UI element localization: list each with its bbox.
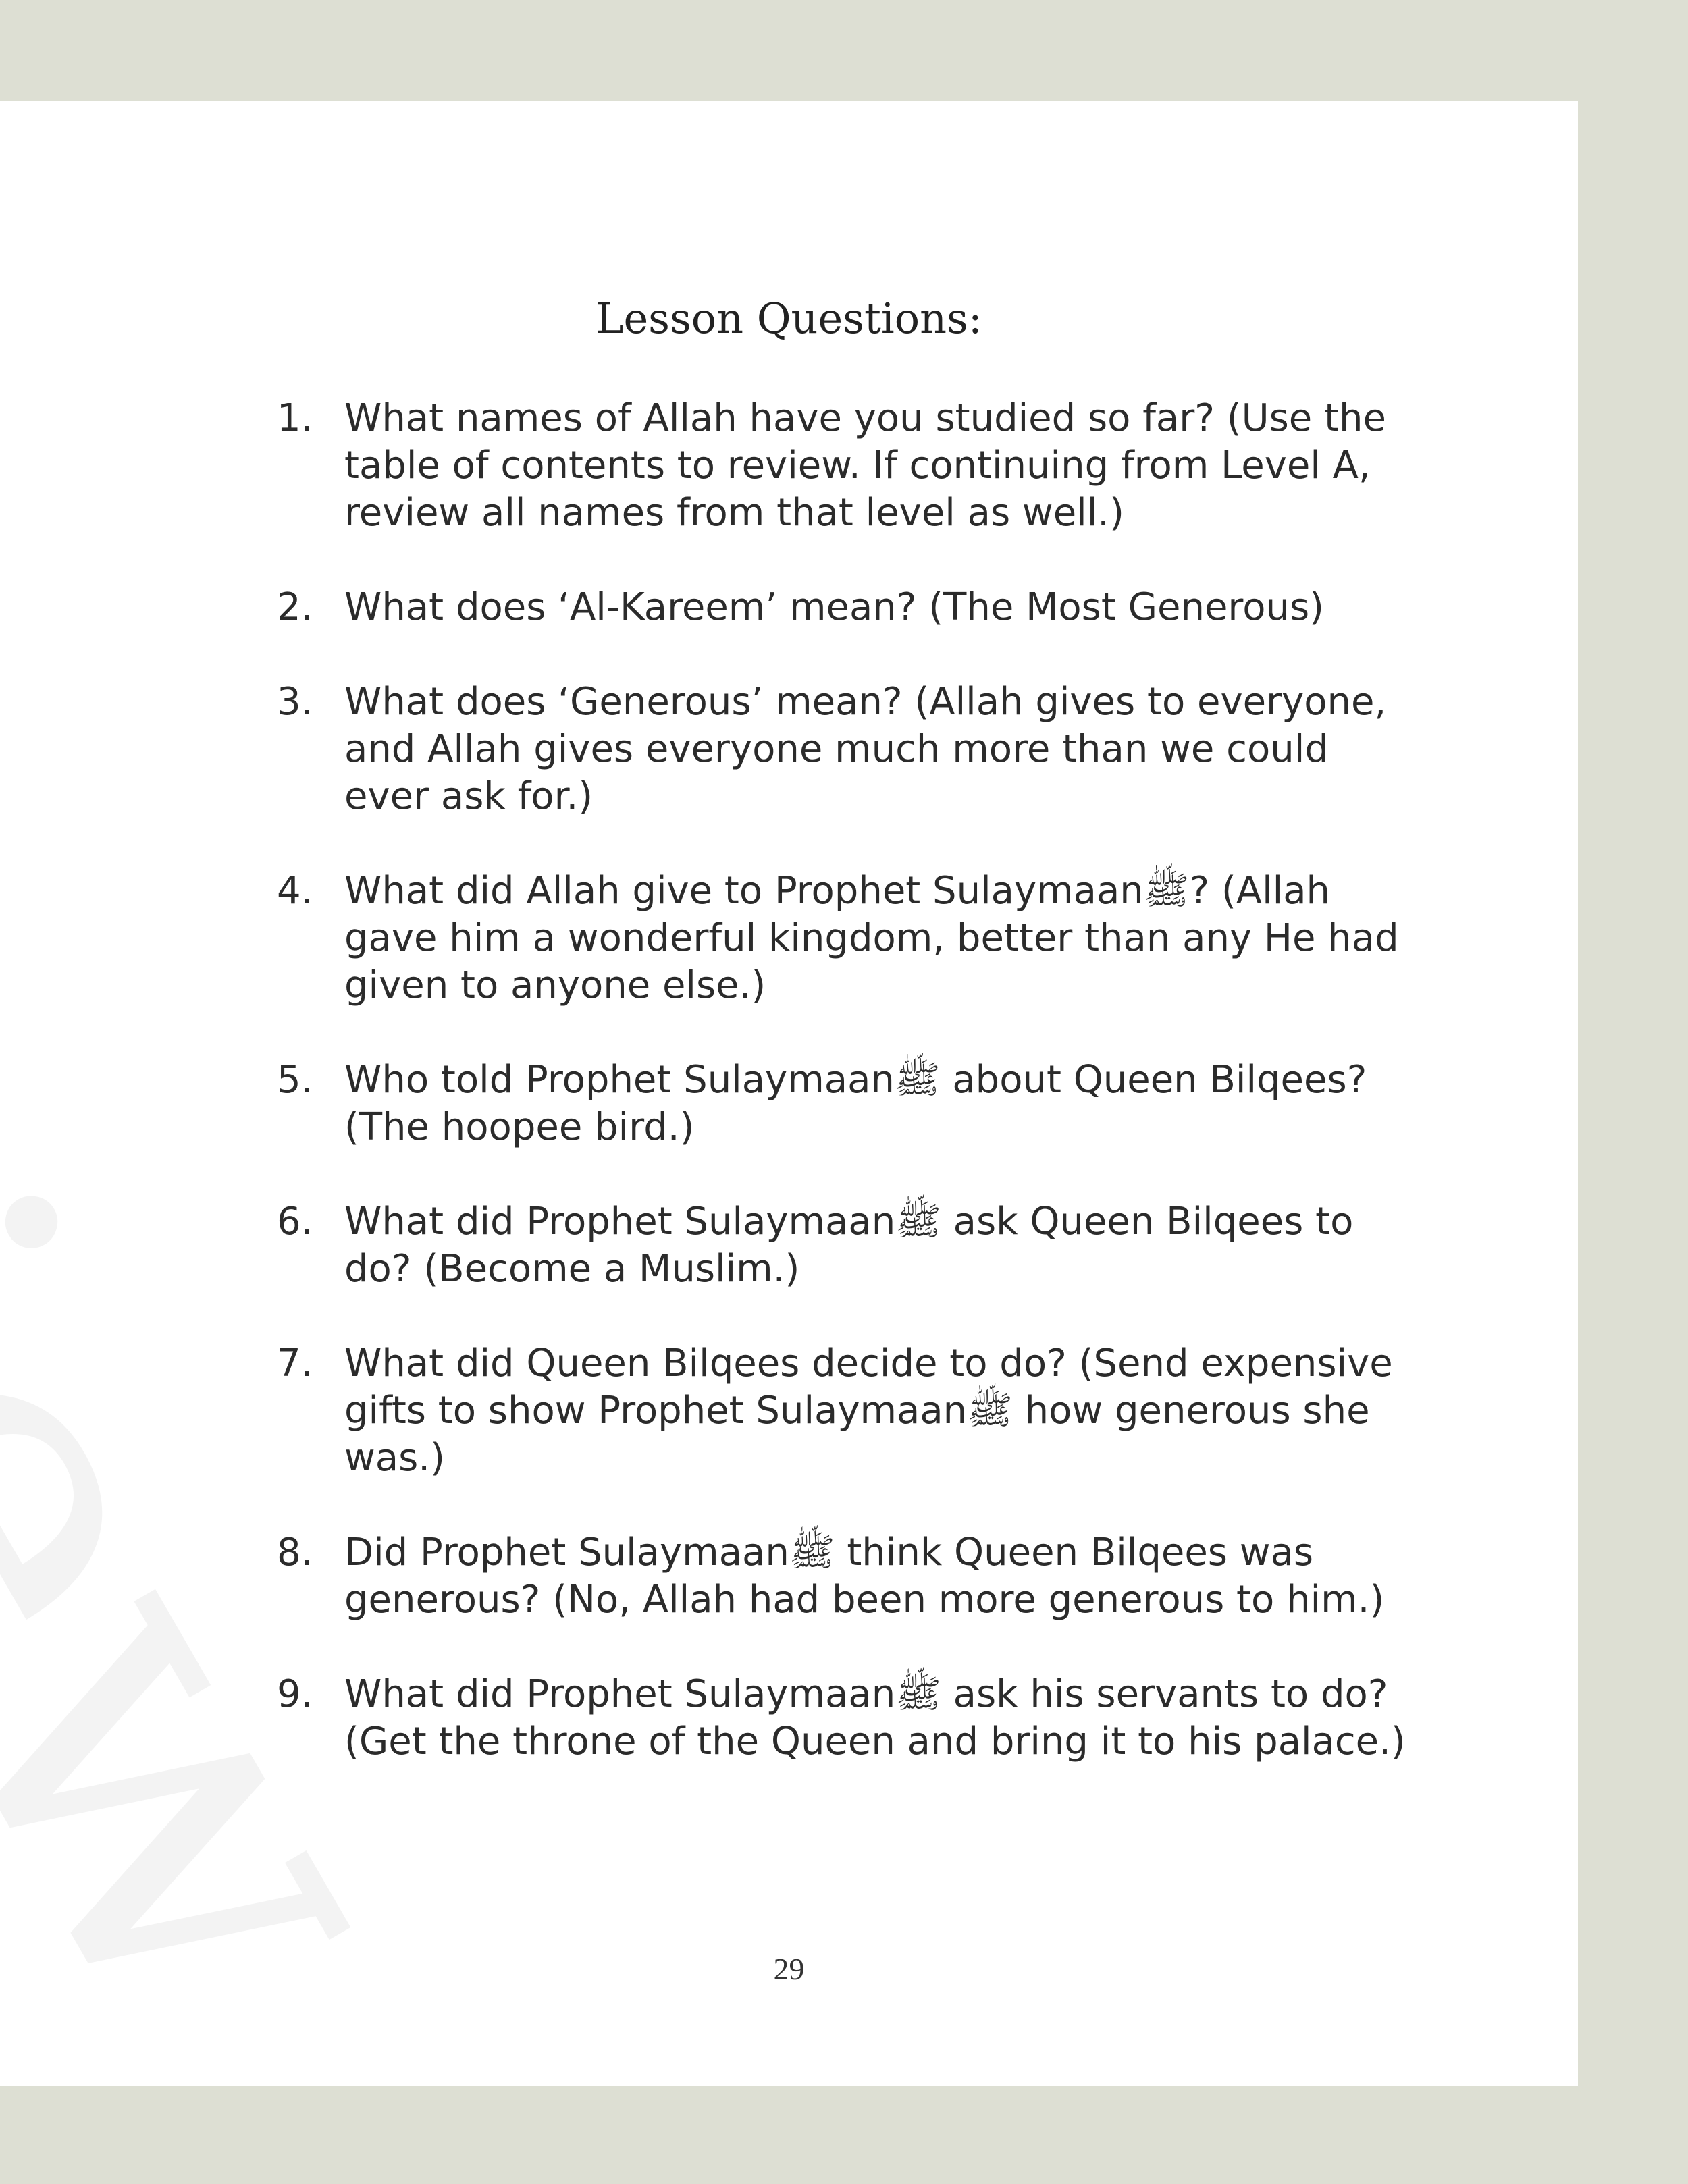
question-number: 5. — [277, 1058, 313, 1102]
question-item — [277, 1671, 1425, 1765]
question-item — [277, 1198, 1425, 1293]
question-list — [277, 395, 1425, 1813]
question-number: 9. — [277, 1672, 313, 1716]
question-text: What names of Allah have you studied so far? (Use the table of contents to review. If continuing from Level A, review all names from that level as well.) — [344, 396, 1386, 535]
document-page — [0, 101, 1578, 2086]
question-text: Did Prophet Sulaymaanﷺ think Queen Bilqees was generous? (No, Allah had been more generous to him.) — [344, 1530, 1385, 1622]
question-text: What does ‘Al-Kareem’ mean? (The Most Generous) — [344, 585, 1324, 629]
page-number: 29 — [773, 1952, 805, 1986]
question-number: 2. — [277, 585, 313, 629]
question-item — [277, 584, 1425, 631]
question-number: 8. — [277, 1530, 313, 1574]
question-number: 7. — [277, 1341, 313, 1385]
question-number: 1. — [277, 396, 313, 440]
question-text: What did Queen Bilqees decide to do? (Send expensive gifts to show Prophet Sulaymaanﷺ how generous she was.) — [344, 1341, 1393, 1480]
question-text: What did Allah give to Prophet Sulaymaanﷺ? (Allah gave him a wonderful kingdom, better than any He had given to anyone else.) — [344, 869, 1399, 1007]
question-number: 3. — [277, 680, 313, 724]
question-text: What does ‘Generous’ mean? (Allah gives to everyone, and Allah gives everyone much more than we could ever ask for.) — [344, 680, 1387, 818]
question-number: 6. — [277, 1200, 313, 1244]
question-item — [277, 868, 1425, 1009]
question-item — [277, 395, 1425, 537]
question-item — [277, 1529, 1425, 1624]
question-item — [277, 1340, 1425, 1482]
question-item — [277, 1057, 1425, 1151]
question-item — [277, 678, 1425, 820]
page-title: Lesson Questions: — [596, 294, 982, 343]
question-text: What did Prophet Sulaymaanﷺ ask his servants to do? (Get the throne of the Queen and bring it to his palace.) — [344, 1672, 1406, 1763]
question-text: What did Prophet Sulaymaanﷺ ask Queen Bilqees to do? (Become a Muslim.) — [344, 1200, 1354, 1291]
question-number: 4. — [277, 869, 313, 913]
question-text: Who told Prophet Sulaymaanﷺ about Queen Bilqees? (The hoopee bird.) — [344, 1058, 1367, 1149]
